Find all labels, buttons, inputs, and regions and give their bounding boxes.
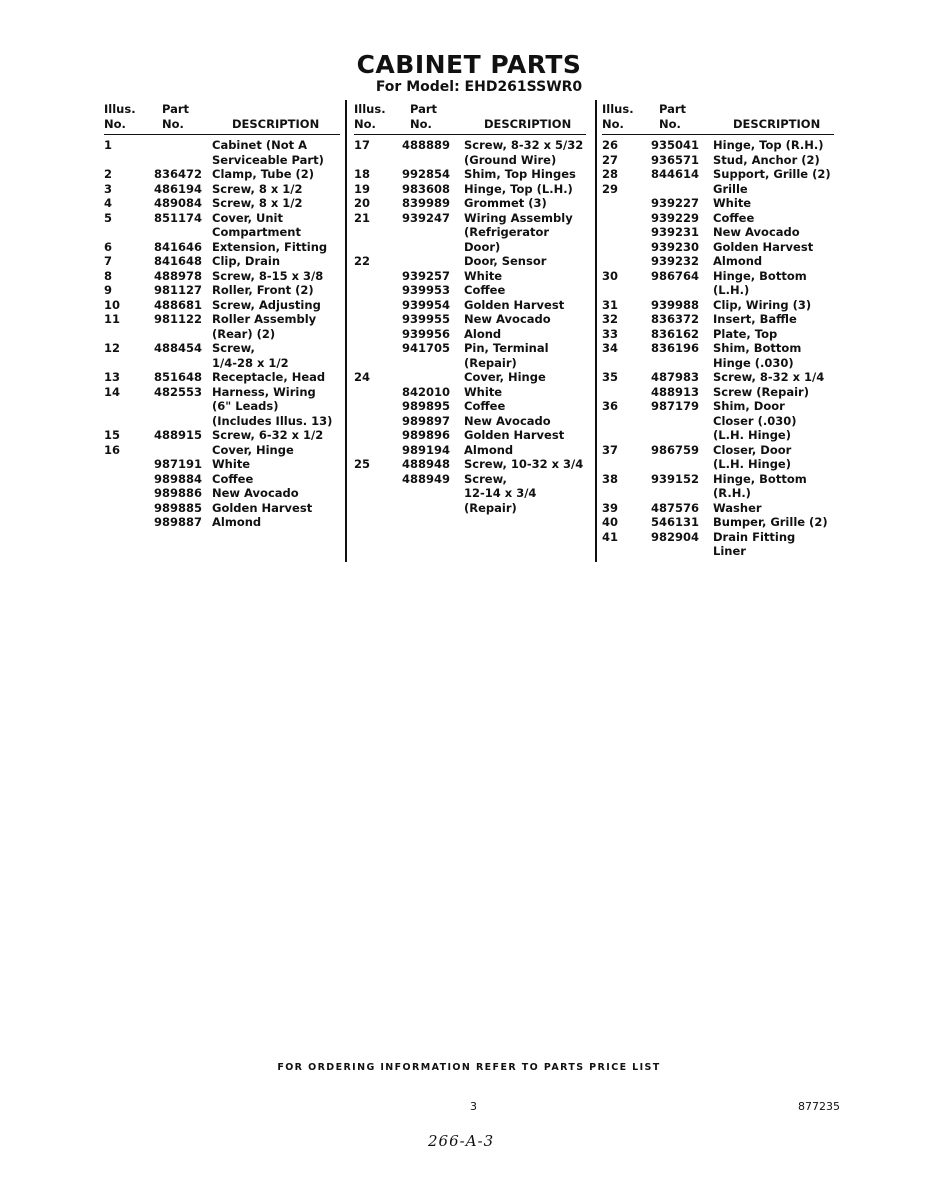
part-number: 989885: [154, 500, 203, 515]
illus-number: 13: [104, 370, 121, 384]
illus-number: 18: [354, 167, 371, 181]
parts-row: [602, 312, 834, 327]
parts-row: [104, 370, 340, 385]
part-description: Screw, 8-15 x 3/8: [212, 268, 324, 283]
part-description: Coffee: [464, 399, 506, 413]
parts-row: [602, 370, 834, 385]
illus-number: 2: [104, 167, 113, 181]
parts-row: [602, 153, 834, 168]
illus-number: 19: [354, 181, 371, 196]
part-description: Bumper, Grille (2): [713, 515, 828, 529]
part-description: Hinge, Bottom: [713, 471, 807, 486]
parts-row: [104, 298, 340, 313]
part-description: Clip, Drain: [212, 254, 281, 268]
parts-row: [602, 341, 834, 356]
parts-row: [354, 269, 586, 284]
illus-number: 34: [602, 341, 619, 355]
parts-row: [602, 515, 834, 530]
parts-row: [354, 443, 586, 458]
part-number: 987191: [154, 457, 203, 471]
part-number: 841646: [154, 239, 203, 254]
part-description: Extension, Fitting: [212, 239, 328, 254]
header-part-no: No.: [162, 117, 184, 131]
illus-number: 6: [104, 239, 113, 254]
part-description: Screw (Repair): [713, 384, 809, 399]
part-description: White: [713, 196, 752, 210]
part-number: 489084: [154, 196, 203, 210]
parts-row: [602, 356, 834, 371]
part-description: Cover, Hinge: [212, 442, 294, 457]
part-number: 487576: [651, 500, 700, 515]
part-description: White: [464, 384, 503, 399]
part-description: Cover, Hinge: [464, 370, 546, 384]
header-part-no: No.: [659, 117, 681, 131]
illus-number: 14: [104, 384, 121, 399]
parts-row: [602, 327, 834, 342]
parts-row: [354, 327, 586, 342]
part-number: 488681: [154, 297, 203, 312]
column-header: [354, 102, 586, 135]
part-number: 939955: [402, 312, 451, 326]
parts-row: [602, 138, 834, 153]
parts-row: [354, 196, 586, 211]
part-number: 939247: [402, 210, 451, 225]
part-number: 851648: [154, 370, 203, 384]
part-description: White: [464, 268, 503, 283]
parts-row: [104, 399, 340, 414]
ordering-note: FOR ORDERING INFORMATION REFER TO PARTS PRICE LIST: [277, 1062, 661, 1073]
part-description: Closer, Door: [713, 442, 792, 457]
column-divider: [345, 100, 347, 562]
parts-row: [602, 501, 834, 516]
illus-number: 8: [104, 268, 113, 283]
part-description: Shim, Bottom: [713, 341, 802, 355]
parts-row: [602, 225, 834, 240]
part-number: 935041: [651, 138, 700, 152]
part-number: 981122: [154, 312, 203, 326]
part-description: (R.H.): [713, 486, 751, 500]
parts-column-3: [602, 102, 834, 559]
part-description: Screw,: [464, 471, 507, 486]
part-description: Almond: [464, 442, 514, 457]
illus-number: 17: [354, 138, 371, 152]
parts-row: [602, 428, 834, 443]
parts-row: [354, 254, 586, 269]
parts-row: [602, 211, 834, 226]
parts-row: [354, 414, 586, 429]
parts-row: [602, 298, 834, 313]
illus-number: 22: [354, 254, 371, 268]
part-number: 939229: [651, 210, 700, 225]
parts-row: [354, 457, 586, 472]
page-title: CABINET PARTS: [356, 50, 582, 79]
part-description: Hinge, Top (L.H.): [464, 181, 573, 196]
part-description: Screw, 8-32 x 1/4: [713, 370, 825, 384]
parts-row: [602, 196, 834, 211]
illus-number: 11: [104, 312, 121, 326]
parts-row: [104, 167, 340, 182]
parts-row: [354, 312, 586, 327]
part-description: Hinge (.030): [713, 355, 794, 370]
part-description: (Includes Illus. 13): [212, 413, 333, 428]
header-illus-no: No.: [104, 117, 126, 131]
parts-row: [602, 457, 834, 472]
part-number: 989884: [154, 471, 203, 486]
parts-row: [354, 153, 586, 168]
part-number: 482553: [154, 384, 203, 399]
part-description: Plate, Top: [713, 326, 778, 341]
part-description: Roller Assembly: [212, 312, 317, 326]
header-part: Part: [659, 102, 687, 116]
illus-number: 31: [602, 297, 619, 312]
part-description: Hinge, Bottom: [713, 268, 807, 283]
parts-row: [602, 269, 834, 284]
part-number: 842010: [402, 384, 451, 399]
part-description: (Repair): [464, 500, 517, 515]
illus-number: 38: [602, 471, 619, 486]
part-description: Receptacle, Head: [212, 370, 326, 384]
part-number: 488978: [154, 268, 203, 283]
part-number: 844614: [651, 167, 700, 181]
part-number: 939988: [651, 297, 700, 312]
illus-number: 21: [354, 210, 371, 225]
part-number: 941705: [402, 341, 451, 355]
parts-row: [354, 211, 586, 226]
part-description: 1/4-28 x 1/2: [212, 355, 289, 370]
part-number: 487983: [651, 370, 700, 384]
part-description: Serviceable Part): [212, 152, 324, 167]
parts-row: [104, 327, 340, 342]
handwritten-note: 266-A-3: [428, 1132, 495, 1150]
part-description: Screw,: [212, 341, 255, 355]
part-description: Screw, Adjusting: [212, 297, 321, 312]
part-number: 841648: [154, 254, 203, 268]
illus-number: 36: [602, 399, 619, 413]
parts-row: [354, 399, 586, 414]
parts-row: [354, 428, 586, 443]
part-number: 488949: [402, 471, 451, 486]
part-number: 939227: [651, 196, 700, 210]
part-description: Closer (.030): [713, 413, 797, 428]
part-number: 983608: [402, 181, 451, 196]
part-number: 939232: [651, 254, 700, 268]
illus-number: 9: [104, 283, 113, 297]
part-description: Clip, Wiring (3): [713, 297, 812, 312]
part-description: Drain Fitting: [713, 529, 796, 544]
parts-row: [104, 182, 340, 197]
part-number: 546131: [651, 515, 700, 529]
illus-number: 27: [602, 152, 619, 167]
part-number: 981127: [154, 283, 203, 297]
parts-row: [354, 225, 586, 240]
parts-row: [354, 283, 586, 298]
parts-row: [354, 486, 586, 501]
part-description: Coffee: [464, 283, 506, 297]
part-description: 12-14 x 3/4: [464, 486, 537, 500]
parts-row: [104, 283, 340, 298]
parts-row: [354, 472, 586, 487]
parts-row: [354, 341, 586, 356]
illus-number: 7: [104, 254, 113, 268]
parts-row: [354, 298, 586, 313]
part-number: 939257: [402, 268, 451, 283]
part-description: Shim, Top Hinges: [464, 167, 576, 181]
part-description: Compartment: [212, 225, 301, 239]
part-description: Screw, 10-32 x 3/4: [464, 457, 584, 471]
parts-row: [104, 443, 340, 458]
header-illus-no: No.: [602, 117, 624, 131]
parts-row: [104, 457, 340, 472]
parts-row: [104, 472, 340, 487]
part-number: 982904: [651, 529, 700, 544]
illus-number: 24: [354, 370, 371, 384]
parts-row: [354, 370, 586, 385]
illus-number: 20: [354, 196, 371, 210]
header-part: Part: [162, 102, 190, 116]
parts-row: [104, 240, 340, 255]
parts-row: [104, 486, 340, 501]
parts-row: [354, 138, 586, 153]
parts-row: [104, 385, 340, 400]
part-description: Coffee: [713, 210, 755, 225]
part-description: (Refrigerator: [464, 225, 550, 239]
header-illus-no: No.: [354, 117, 376, 131]
parts-row: [104, 153, 340, 168]
column-header: [602, 102, 834, 135]
part-number: 839989: [402, 196, 451, 210]
parts-row: [602, 182, 834, 197]
parts-row: [602, 472, 834, 487]
parts-row: [104, 225, 340, 240]
part-description: Grille: [713, 181, 748, 196]
parts-row: [104, 312, 340, 327]
part-number: 986759: [651, 442, 700, 457]
part-description: Door, Sensor: [464, 254, 547, 268]
part-description: (Rear) (2): [212, 326, 276, 341]
parts-row: [602, 167, 834, 182]
parts-row: [602, 240, 834, 255]
part-description: (L.H. Hinge): [713, 457, 791, 471]
header-part-no: No.: [410, 117, 432, 131]
part-description: Washer: [713, 500, 762, 515]
document-number: 877235: [798, 1100, 840, 1113]
part-description: Golden Harvest: [713, 239, 814, 254]
parts-row: [602, 443, 834, 458]
parts-row: [104, 254, 340, 269]
part-number: 836196: [651, 341, 700, 355]
part-description: Screw, 8 x 1/2: [212, 181, 303, 196]
part-number: 486194: [154, 181, 203, 196]
part-description: Alond: [464, 326, 502, 341]
parts-row: [354, 501, 586, 516]
part-description: Shim, Door: [713, 399, 785, 413]
part-description: Grommet (3): [464, 196, 547, 210]
parts-row: [602, 530, 834, 545]
part-description: Cabinet (Not A: [212, 138, 308, 152]
part-number: 488454: [154, 341, 203, 355]
part-description: Door): [464, 239, 501, 254]
parts-row: [104, 341, 340, 356]
header-description: DESCRIPTION: [484, 117, 572, 131]
parts-row: [104, 196, 340, 211]
part-description: Harness, Wiring: [212, 384, 316, 399]
parts-row: [104, 356, 340, 371]
part-number: 939231: [651, 225, 700, 239]
parts-row: [354, 167, 586, 182]
part-description: Roller, Front (2): [212, 283, 314, 297]
part-number: 939954: [402, 297, 451, 312]
part-number: 989194: [402, 442, 451, 457]
part-number: 936571: [651, 152, 700, 167]
header-illus: Illus.: [354, 102, 386, 116]
illus-number: 12: [104, 341, 121, 355]
parts-column-1: [104, 102, 340, 530]
part-description: Screw, 6-32 x 1/2: [212, 428, 324, 442]
part-number: 836472: [154, 167, 203, 181]
illus-number: 4: [104, 196, 113, 210]
part-description: Golden Harvest: [464, 428, 565, 442]
header-description: DESCRIPTION: [733, 117, 821, 131]
part-number: 488915: [154, 428, 203, 442]
part-description: New Avocado: [464, 413, 551, 428]
part-description: Coffee: [212, 471, 254, 486]
part-description: White: [212, 457, 251, 471]
parts-row: [354, 240, 586, 255]
part-description: Clamp, Tube (2): [212, 167, 315, 181]
illus-number: 33: [602, 326, 619, 341]
parts-row: [602, 399, 834, 414]
part-number: 939956: [402, 326, 451, 341]
parts-row: [602, 414, 834, 429]
part-number: 488913: [651, 384, 700, 399]
illus-number: 32: [602, 312, 619, 326]
part-description: Golden Harvest: [212, 500, 313, 515]
part-description: Support, Grille (2): [713, 167, 831, 181]
illus-number: 10: [104, 297, 121, 312]
page-number: 3: [470, 1100, 477, 1113]
model-subtitle: For Model: EHD261SSWR0: [375, 79, 583, 95]
part-number: 939152: [651, 471, 700, 486]
part-description: New Avocado: [464, 312, 551, 326]
part-number: 986764: [651, 268, 700, 283]
parts-row: [104, 269, 340, 284]
part-description: Golden Harvest: [464, 297, 565, 312]
part-number: 989886: [154, 486, 203, 500]
header-description: DESCRIPTION: [232, 117, 320, 131]
part-description: (L.H. Hinge): [713, 428, 791, 442]
part-description: Screw, 8-32 x 5/32: [464, 138, 584, 152]
part-number: 488948: [402, 457, 451, 471]
illus-number: 40: [602, 515, 619, 529]
parts-row: [104, 414, 340, 429]
part-number: 992854: [402, 167, 451, 181]
part-number: 989896: [402, 428, 451, 442]
part-description: Screw, 8 x 1/2: [212, 196, 303, 210]
part-description: (Repair): [464, 355, 517, 370]
parts-row: [104, 211, 340, 226]
illus-number: 41: [602, 529, 619, 544]
part-description: Hinge, Top (R.H.): [713, 138, 824, 152]
illus-number: 28: [602, 167, 619, 181]
illus-number: 39: [602, 500, 619, 515]
part-description: New Avocado: [212, 486, 299, 500]
illus-number: 26: [602, 138, 619, 152]
part-number: 989897: [402, 413, 451, 428]
parts-row: [602, 283, 834, 298]
parts-row: [104, 428, 340, 443]
part-description: Insert, Baffle: [713, 312, 797, 326]
illus-number: 16: [104, 442, 121, 457]
part-description: Wiring Assembly: [464, 210, 573, 225]
part-description: (Ground Wire): [464, 152, 557, 167]
part-description: (6" Leads): [212, 399, 279, 413]
header-illus: Illus.: [602, 102, 634, 116]
parts-row: [602, 486, 834, 501]
part-number: 851174: [154, 210, 203, 225]
part-description: Cover, Unit: [212, 210, 283, 225]
part-description: Almond: [713, 254, 763, 268]
part-number: 987179: [651, 399, 700, 413]
parts-row: [354, 385, 586, 400]
parts-column-2: [354, 102, 586, 515]
parts-row: [602, 544, 834, 559]
part-number: 836162: [651, 326, 700, 341]
parts-row: [602, 254, 834, 269]
part-number: 836372: [651, 312, 700, 326]
parts-row: [602, 385, 834, 400]
parts-row: [354, 356, 586, 371]
illus-number: 35: [602, 370, 619, 384]
illus-number: 25: [354, 457, 371, 471]
illus-number: 37: [602, 442, 619, 457]
parts-row: [354, 182, 586, 197]
part-description: Almond: [212, 515, 262, 529]
part-description: Liner: [713, 544, 746, 558]
part-description: Pin, Terminal: [464, 341, 549, 355]
illus-number: 29: [602, 181, 619, 196]
part-number: 939953: [402, 283, 451, 297]
parts-row: [104, 501, 340, 516]
header-part: Part: [410, 102, 438, 116]
parts-row: [104, 138, 340, 153]
part-description: New Avocado: [713, 225, 800, 239]
part-number: 488889: [402, 138, 451, 152]
illus-number: 5: [104, 210, 113, 225]
illus-number: 15: [104, 428, 121, 442]
part-number: 989887: [154, 515, 203, 529]
part-description: (L.H.): [713, 283, 750, 297]
part-number: 989895: [402, 399, 451, 413]
part-number: 939230: [651, 239, 700, 254]
parts-row: [104, 515, 340, 530]
illus-number: 1: [104, 138, 113, 152]
header-illus: Illus.: [104, 102, 136, 116]
column-divider: [595, 100, 597, 562]
part-description: Stud, Anchor (2): [713, 152, 820, 167]
column-header: [104, 102, 340, 135]
illus-number: 30: [602, 268, 619, 283]
illus-number: 3: [104, 181, 113, 196]
